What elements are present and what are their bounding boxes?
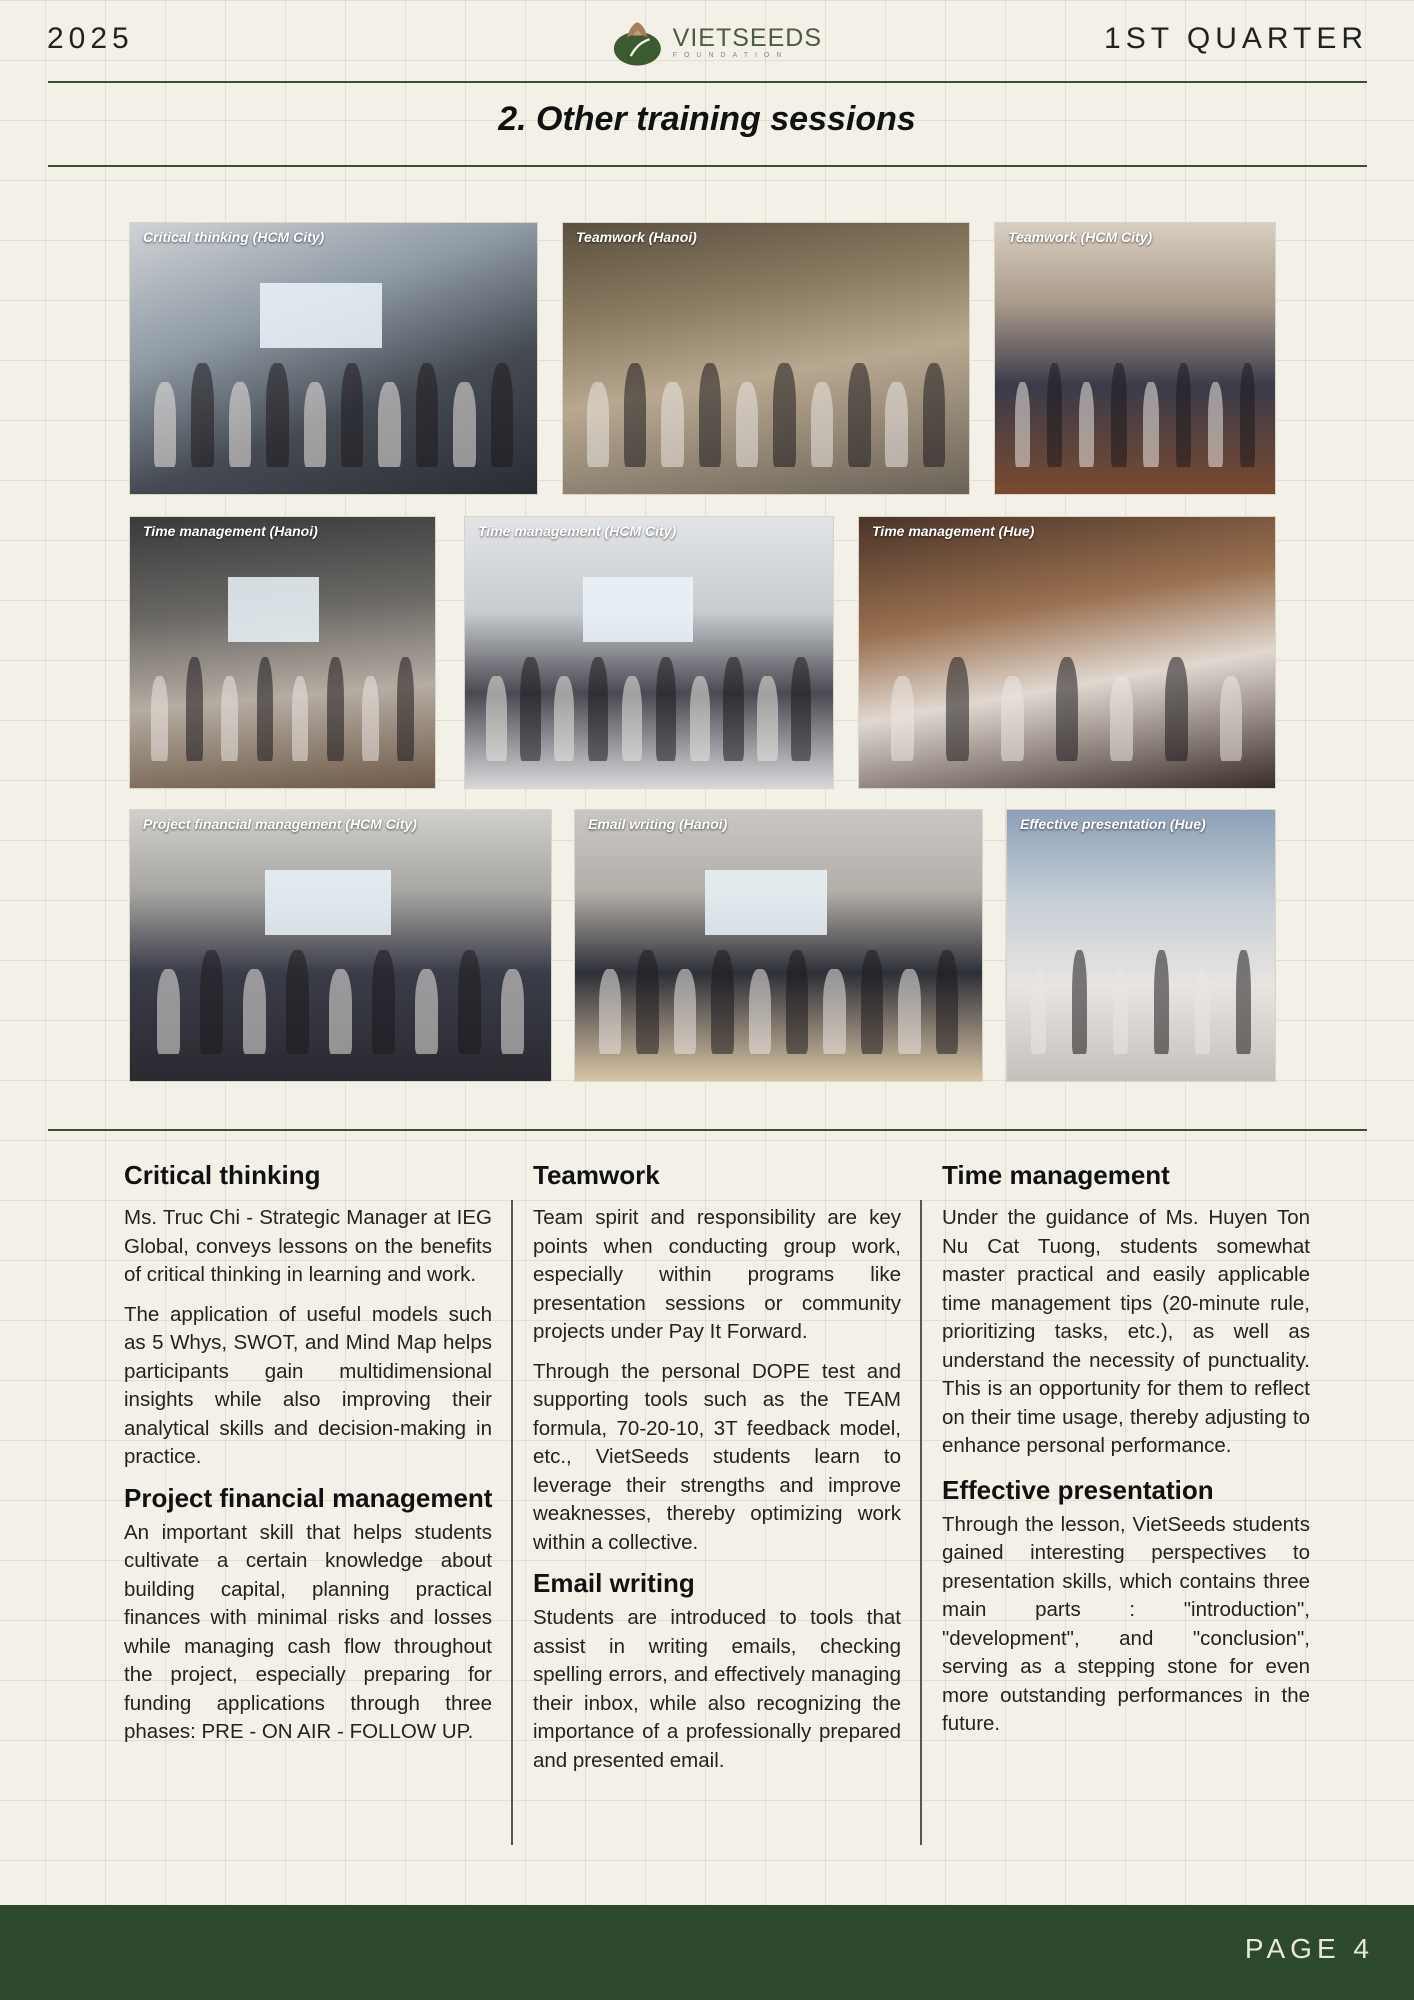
photo-effective-presentation-hue — [1006, 809, 1276, 1082]
heading-email-writing: Email writing — [533, 1568, 695, 1598]
column-right — [942, 1160, 1310, 1750]
column-middle — [533, 1160, 901, 1786]
content-divider — [48, 1129, 1367, 1131]
paragraph: Ms. Truc Chi - Strategic Manager at IEG Global, conveys lessons on the benefits of critical thinking in learning and work. — [124, 1206, 492, 1286]
photo-time-management-hcm — [464, 516, 834, 789]
logo-name: VIETSEEDS — [672, 24, 822, 52]
paragraph: Team spirit and responsibility are key points when conducting group work, especially within programs like presentation sessions or community projects under Pay It Forward. — [533, 1206, 901, 1343]
photo-caption: Critical thinking (HCM City) — [143, 229, 325, 245]
report-quarter: 1ST QUARTER — [1104, 22, 1368, 55]
heading-project-financial-management: Project financial management — [124, 1482, 493, 1513]
paragraph: Students are introduced to tools that assist in writing emails, checking spelling errors, and effectively managing their inbox, while also recognizing the importance of a professionally prepared and presented email. — [533, 1606, 901, 1772]
photo-time-management-hanoi — [129, 516, 436, 789]
photo-caption: Project financial management (HCM City) — [143, 816, 417, 832]
heading-critical-thinking: Critical thinking — [124, 1160, 321, 1190]
paragraph: The application of useful models such as 5 Whys, SWOT, and Mind Map helps participants gain multidimensional insights while also improving their analytical skills and decision-making in practice. — [124, 1302, 492, 1468]
heading-time-management: Time management — [942, 1160, 1170, 1190]
column-divider — [920, 1200, 922, 1845]
photo-email-writing-hanoi — [574, 809, 983, 1082]
column-divider — [511, 1200, 513, 1845]
logo-subtitle: FOUNDATION — [672, 52, 789, 59]
photo-caption: Time management (HCM City) — [478, 523, 677, 539]
paragraph: Under the guidance of Ms. Huyen Ton Nu Cat Tuong, students somewhat master practical and easily applicable time management tips (20-minute rule, prioritizing tasks, etc.), as well as understand the necessity of punctuality. This is an opportunity for them to reflect on their time usage, thereby adjusting to enhance personal performance. — [942, 1206, 1310, 1457]
report-year: 2025 — [47, 22, 134, 55]
page-number: PAGE 4 — [1244, 1933, 1374, 1964]
vietseeds-logo — [612, 17, 822, 69]
photo-critical-thinking-hcm — [129, 222, 538, 495]
photo-caption: Email writing (Hanoi) — [588, 816, 728, 832]
photo-project-financial-hcm — [129, 809, 552, 1082]
header-divider — [48, 81, 1367, 83]
photo-caption: Time management (Hue) — [872, 523, 1035, 539]
paragraph: An important skill that helps students cultivate a certain knowledge about building capital, planning practical finances with minimal risks and losses while managing cash flow throughout the project, especially preparing for funding applications through three phases: PRE - ON AIR - FOLLOW UP. — [124, 1520, 492, 1743]
photo-time-management-hue — [858, 516, 1276, 789]
heading-effective-presentation: Effective presentation — [942, 1474, 1214, 1505]
column-left — [124, 1160, 492, 1758]
footer-bar — [0, 1905, 1414, 2000]
section-title: 2. Other training sessions — [498, 100, 916, 138]
paragraph: Through the lesson, VietSeeds students gained interesting perspectives to presentation skills, which contains three main parts : "introduction", "development", and "conclusion", serving as a stepping stone for even more outstanding performances in the future. — [942, 1512, 1310, 1735]
paragraph: Through the personal DOPE test and supporting tools such as the TEAM formula, 70-20-10, 3T feedback model, etc., VietSeeds students learn to leverage their strengths and improve weaknesses, thereby optimizing work within a collective. — [533, 1359, 901, 1554]
lotus-leaf-icon — [612, 17, 663, 69]
title-divider — [48, 165, 1367, 167]
photo-caption: Teamwork (HCM City) — [1008, 229, 1153, 245]
photo-caption: Effective presentation (Hue) — [1020, 816, 1206, 832]
photo-caption: Teamwork (Hanoi) — [576, 229, 697, 245]
photo-teamwork-hanoi — [562, 222, 970, 495]
photo-teamwork-hcm — [994, 222, 1276, 495]
photo-caption: Time management (Hanoi) — [143, 523, 318, 539]
heading-teamwork: Teamwork — [533, 1160, 660, 1190]
